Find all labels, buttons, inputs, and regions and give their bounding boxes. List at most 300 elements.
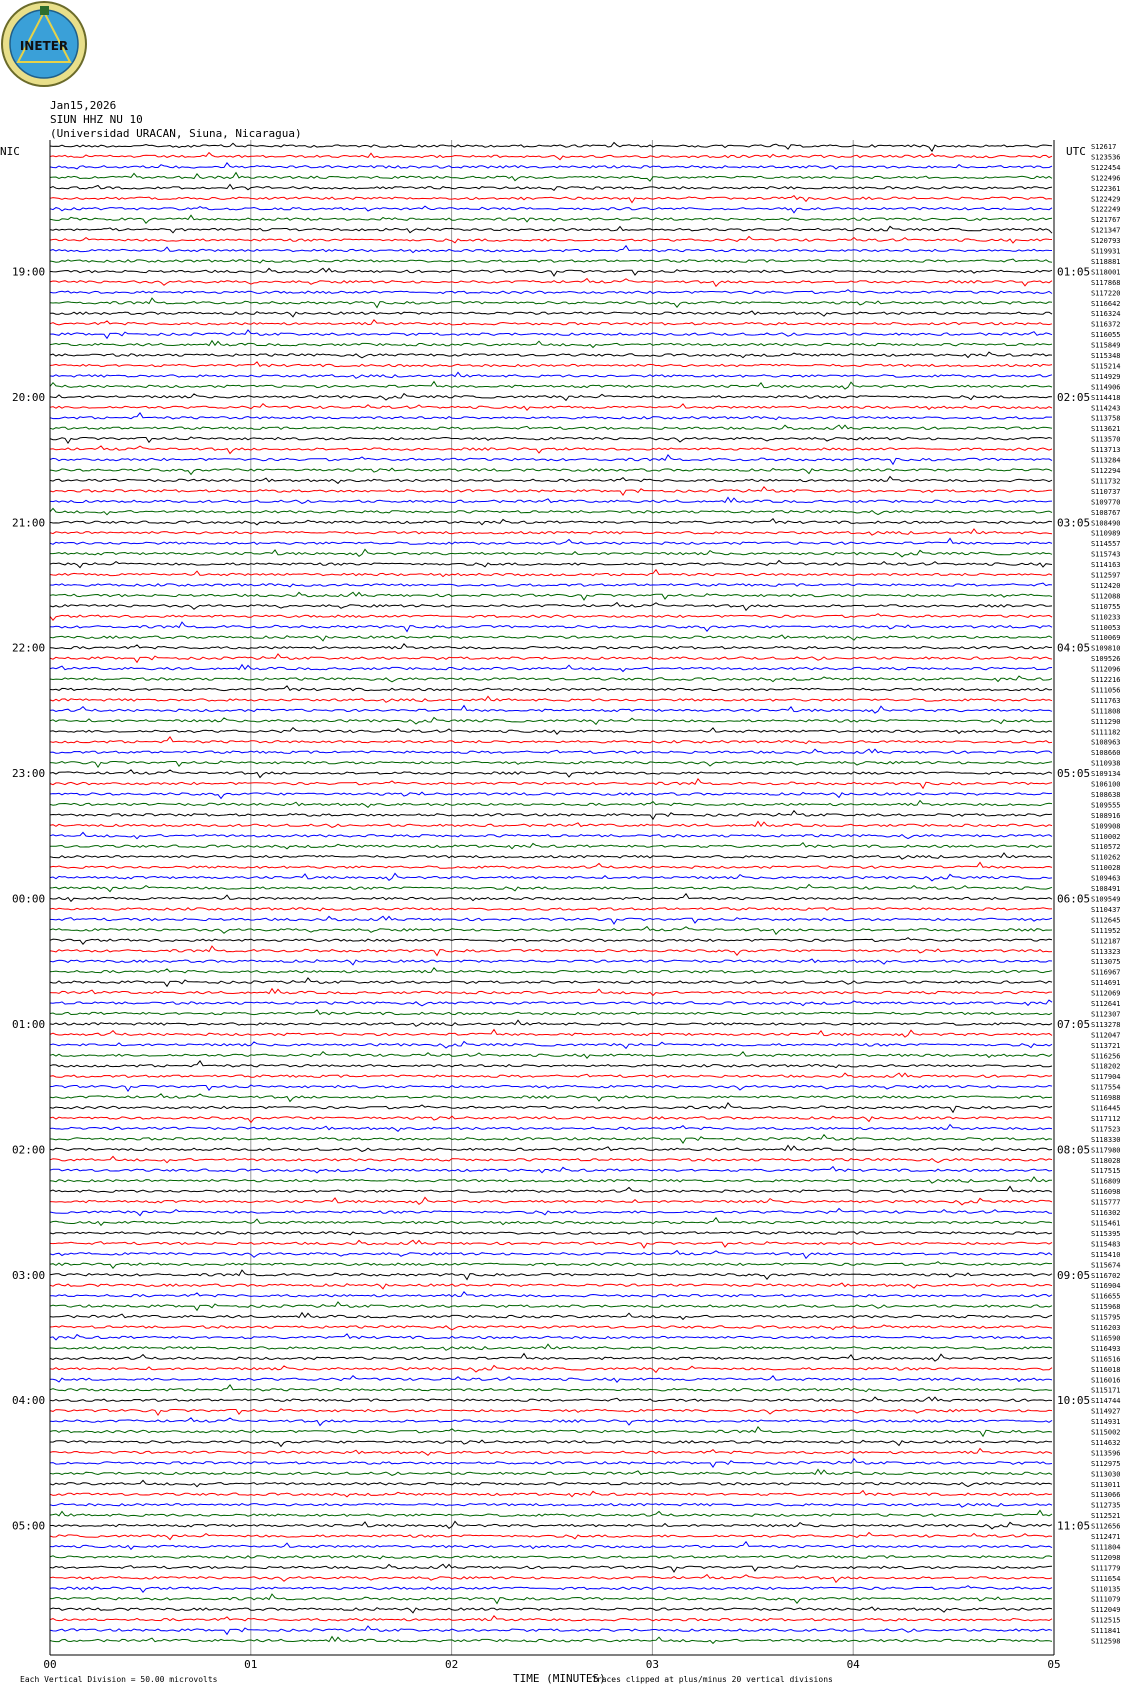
trace-137 xyxy=(50,1575,1052,1583)
trace-34 xyxy=(50,497,1052,503)
trace-value: S108916 xyxy=(1091,811,1121,820)
trace-value: S110437 xyxy=(1091,905,1121,914)
trace-138 xyxy=(50,1586,1052,1593)
trace-value: S111808 xyxy=(1091,707,1121,716)
left-hour-label: 04:00 xyxy=(12,1394,46,1408)
trace-131 xyxy=(50,1510,1052,1516)
trace-72 xyxy=(50,894,1052,902)
trace-114 xyxy=(50,1334,1052,1340)
trace-136 xyxy=(50,1564,1052,1572)
trace-43 xyxy=(50,592,1052,600)
trace-12 xyxy=(50,268,1052,276)
trace-100 xyxy=(50,1186,1052,1192)
trace-60 xyxy=(50,770,1052,778)
trace-117 xyxy=(50,1366,1052,1373)
trace-value: S113284 xyxy=(1091,456,1121,465)
trace-104 xyxy=(50,1232,1052,1235)
trace-value: S121767 xyxy=(1091,216,1121,225)
trace-64 xyxy=(50,811,1052,819)
trace-132 xyxy=(50,1521,1052,1528)
x-tick-label: 00 xyxy=(43,1658,57,1671)
right-hour-label: 06:05 xyxy=(1057,892,1091,906)
trace-value: S113621 xyxy=(1091,425,1121,434)
trace-value: S111182 xyxy=(1091,728,1121,737)
trace-41 xyxy=(50,570,1052,577)
trace-value: S110572 xyxy=(1091,843,1121,852)
trace-value: S110989 xyxy=(1091,529,1121,538)
trace-value: S116203 xyxy=(1091,1324,1121,1333)
trace-86 xyxy=(50,1042,1052,1049)
trace-value: S116016 xyxy=(1091,1376,1121,1385)
trace-32 xyxy=(50,477,1052,484)
trace-51 xyxy=(50,676,1052,682)
trace-value: S116642 xyxy=(1091,299,1121,308)
trace-19 xyxy=(50,341,1052,348)
trace-141 xyxy=(50,1616,1052,1621)
footer-scale-note: Each Vertical Division = 50.00 microvolts xyxy=(20,1675,218,1684)
trace-value: S117112 xyxy=(1091,1114,1121,1123)
left-hour-label: 00:00 xyxy=(12,892,46,906)
trace-8 xyxy=(50,226,1052,233)
trace-value: S116098 xyxy=(1091,1188,1121,1197)
logo-text: INETER xyxy=(19,39,69,53)
trace-67 xyxy=(50,843,1052,849)
left-hour-label: 21:00 xyxy=(12,516,46,530)
trace-135 xyxy=(50,1556,1052,1559)
trace-129 xyxy=(50,1491,1052,1497)
trace-value: S111952 xyxy=(1091,926,1121,935)
trace-value: S111763 xyxy=(1091,696,1121,705)
trace-value: S108638 xyxy=(1091,790,1121,799)
header-location: (Universidad URACAN, Siuna, Nicaragua) xyxy=(50,127,302,140)
trace-value: S117220 xyxy=(1091,289,1121,298)
left-hour-label: 03:00 xyxy=(12,1268,46,1282)
trace-88 xyxy=(50,1061,1052,1068)
trace-value: S115849 xyxy=(1091,341,1121,350)
trace-value: S116655 xyxy=(1091,1292,1121,1301)
minute-gridlines xyxy=(50,140,1054,1655)
trace-value: S110135 xyxy=(1091,1585,1121,1594)
trace-value: S112294 xyxy=(1091,466,1121,475)
trace-63 xyxy=(50,801,1052,808)
trace-value: S116590 xyxy=(1091,1334,1121,1343)
trace-value: S114557 xyxy=(1091,540,1121,549)
trace-value: S117868 xyxy=(1091,278,1121,287)
trace-70 xyxy=(50,873,1052,880)
trace-30 xyxy=(50,455,1052,464)
trace-value: S116445 xyxy=(1091,1104,1121,1113)
trace-value: S110028 xyxy=(1091,864,1121,873)
trace-value: S114418 xyxy=(1091,393,1121,402)
trace-value: S110053 xyxy=(1091,623,1121,632)
trace-value: S114243 xyxy=(1091,404,1121,413)
trace-59 xyxy=(50,761,1052,767)
trace-0 xyxy=(50,143,1052,152)
trace-value: S108490 xyxy=(1091,519,1121,528)
trace-143 xyxy=(50,1637,1052,1644)
trace-value: S116018 xyxy=(1091,1365,1121,1374)
trace-31 xyxy=(50,468,1052,474)
trace-61 xyxy=(50,779,1052,788)
trace-value: S111732 xyxy=(1091,477,1121,486)
right-hour-label: 11:05 xyxy=(1057,1519,1091,1533)
right-hour-label: 01:05 xyxy=(1057,265,1091,279)
trace-value: S113075 xyxy=(1091,958,1121,967)
trace-97 xyxy=(50,1156,1052,1162)
trace-value: S122454 xyxy=(1091,163,1121,172)
trace-value: S109555 xyxy=(1091,801,1121,810)
left-hour-label: 01:00 xyxy=(12,1017,46,1031)
trace-value: S112049 xyxy=(1091,1606,1121,1615)
trace-value: S106100 xyxy=(1091,780,1121,789)
trace-value: S112515 xyxy=(1091,1616,1121,1625)
trace-value: S115743 xyxy=(1091,550,1121,559)
trace-5 xyxy=(50,196,1052,203)
trace-50 xyxy=(50,665,1052,672)
trace-value: S115410 xyxy=(1091,1250,1121,1259)
trace-9 xyxy=(50,237,1052,244)
trace-130 xyxy=(50,1504,1052,1508)
trace-value: S114163 xyxy=(1091,561,1121,570)
trace-27 xyxy=(50,425,1052,429)
trace-value: S117554 xyxy=(1091,1083,1121,1092)
trace-value-labels xyxy=(1091,143,1121,1646)
trace-value: S115002 xyxy=(1091,1428,1121,1437)
trace-value: S109908 xyxy=(1091,822,1121,831)
trace-142 xyxy=(50,1626,1052,1634)
trace-26 xyxy=(50,413,1052,420)
trace-127 xyxy=(50,1469,1052,1475)
trace-57 xyxy=(50,737,1052,744)
trace-value: S117523 xyxy=(1091,1125,1121,1134)
x-tick-label: 03 xyxy=(645,1658,660,1671)
trace-value: S112088 xyxy=(1091,592,1121,601)
trace-73 xyxy=(50,908,1052,911)
trace-value: S116493 xyxy=(1091,1344,1121,1353)
left-hour-labels xyxy=(12,265,45,1532)
trace-89 xyxy=(50,1073,1052,1077)
trace-value: S112216 xyxy=(1091,676,1121,685)
trace-value: S123536 xyxy=(1091,153,1121,162)
trace-value: S112420 xyxy=(1091,581,1121,590)
trace-value: S115777 xyxy=(1091,1198,1121,1207)
trace-value: S109463 xyxy=(1091,874,1121,883)
trace-20 xyxy=(50,352,1052,358)
trace-7 xyxy=(50,215,1052,223)
trace-value: S113323 xyxy=(1091,947,1121,956)
trace-value: S116302 xyxy=(1091,1209,1121,1218)
right-hour-label: 09:05 xyxy=(1057,1268,1091,1282)
trace-value: S112597 xyxy=(1091,571,1121,580)
trace-value: S111804 xyxy=(1091,1543,1121,1552)
trace-value: S115483 xyxy=(1091,1240,1121,1249)
trace-118 xyxy=(50,1376,1052,1383)
trace-15 xyxy=(50,298,1052,307)
trace-46 xyxy=(50,622,1052,631)
trace-56 xyxy=(50,728,1052,735)
trace-53 xyxy=(50,696,1052,702)
trace-value: S113570 xyxy=(1091,435,1121,444)
trace-value: S109134 xyxy=(1091,770,1121,779)
trace-39 xyxy=(50,549,1052,556)
trace-4 xyxy=(50,185,1052,191)
trace-22 xyxy=(50,372,1052,378)
trace-87 xyxy=(50,1052,1052,1059)
trace-92 xyxy=(50,1103,1052,1112)
left-hour-label: 22:00 xyxy=(12,641,46,655)
trace-value: S112598 xyxy=(1091,1637,1121,1646)
trace-128 xyxy=(50,1480,1052,1486)
helicorder-traces xyxy=(50,143,1052,1644)
trace-value: S115461 xyxy=(1091,1219,1121,1228)
trace-value: S113066 xyxy=(1091,1491,1121,1500)
trace-95 xyxy=(50,1135,1052,1143)
trace-16 xyxy=(50,311,1052,317)
trace-113 xyxy=(50,1325,1052,1330)
trace-17 xyxy=(50,320,1052,325)
trace-value: S112656 xyxy=(1091,1522,1121,1531)
trace-value: S111290 xyxy=(1091,717,1121,726)
trace-value: S110262 xyxy=(1091,853,1121,862)
x-tick-label: 02 xyxy=(444,1658,459,1671)
trace-3 xyxy=(50,173,1052,182)
trace-value: S115674 xyxy=(1091,1261,1121,1270)
trace-110 xyxy=(50,1292,1052,1297)
trace-value: S110755 xyxy=(1091,602,1121,611)
left-hour-label: 19:00 xyxy=(12,265,46,279)
trace-120 xyxy=(50,1397,1052,1401)
trace-value: S111654 xyxy=(1091,1574,1121,1583)
trace-90 xyxy=(50,1085,1052,1091)
trace-value: S117515 xyxy=(1091,1167,1121,1176)
trace-value: S116967 xyxy=(1091,968,1121,977)
trace-71 xyxy=(50,885,1052,892)
trace-value: S112096 xyxy=(1091,665,1121,674)
trace-value: S111079 xyxy=(1091,1595,1121,1604)
trace-94 xyxy=(50,1125,1052,1132)
trace-value: S112187 xyxy=(1091,937,1121,946)
trace-55 xyxy=(50,718,1052,725)
trace-65 xyxy=(50,821,1052,827)
trace-134 xyxy=(50,1542,1052,1550)
trace-82 xyxy=(50,1000,1052,1006)
trace-23 xyxy=(50,382,1052,390)
x-axis-label: TIME (MINUTES) xyxy=(513,1672,606,1685)
trace-value: S112975 xyxy=(1091,1459,1121,1468)
trace-93 xyxy=(50,1116,1052,1122)
trace-81 xyxy=(50,989,1052,996)
trace-84 xyxy=(50,1020,1052,1026)
trace-78 xyxy=(50,959,1052,965)
x-axis-ticks xyxy=(43,1658,1060,1671)
trace-68 xyxy=(50,853,1052,859)
trace-77 xyxy=(50,946,1052,955)
trace-value: S108963 xyxy=(1091,738,1121,747)
trace-54 xyxy=(50,706,1052,714)
trace-value: S108660 xyxy=(1091,749,1121,758)
trace-value: S12617 xyxy=(1091,143,1117,151)
left-hour-label: 05:00 xyxy=(12,1519,46,1533)
trace-value: S116055 xyxy=(1091,331,1121,340)
trace-52 xyxy=(50,686,1052,691)
trace-value: S112471 xyxy=(1091,1533,1121,1542)
trace-29 xyxy=(50,446,1052,454)
trace-value: S109770 xyxy=(1091,498,1121,507)
trace-value: S115214 xyxy=(1091,362,1121,371)
trace-14 xyxy=(50,290,1052,294)
trace-value: S112645 xyxy=(1091,916,1121,925)
x-tick-label: 01 xyxy=(244,1658,258,1671)
trace-18 xyxy=(50,330,1052,338)
trace-109 xyxy=(50,1283,1052,1289)
trace-value: S111056 xyxy=(1091,686,1121,695)
trace-value: S118330 xyxy=(1091,1135,1121,1144)
trace-119 xyxy=(50,1385,1052,1392)
trace-121 xyxy=(50,1409,1052,1415)
trace-value: S117904 xyxy=(1091,1073,1121,1082)
trace-value: S118001 xyxy=(1091,268,1121,277)
trace-80 xyxy=(50,978,1052,986)
header-station: SIUN HHZ NU 10 xyxy=(50,113,143,126)
trace-value: S121347 xyxy=(1091,226,1121,235)
trace-115 xyxy=(50,1344,1052,1350)
trace-value: S115348 xyxy=(1091,352,1121,361)
trace-value: S110002 xyxy=(1091,832,1121,841)
right-hour-label: 02:05 xyxy=(1057,390,1091,404)
trace-107 xyxy=(50,1262,1052,1269)
trace-value: S116988 xyxy=(1091,1094,1121,1103)
trace-value: S111841 xyxy=(1091,1627,1121,1636)
trace-value: S116809 xyxy=(1091,1177,1121,1186)
trace-42 xyxy=(50,583,1052,587)
trace-98 xyxy=(50,1167,1052,1173)
x-tick-label: 04 xyxy=(846,1658,860,1671)
trace-83 xyxy=(50,1010,1052,1015)
trace-102 xyxy=(50,1209,1052,1216)
right-hour-label: 10:05 xyxy=(1057,1394,1091,1408)
trace-140 xyxy=(50,1607,1052,1613)
trace-75 xyxy=(50,927,1052,935)
trace-value: S112047 xyxy=(1091,1031,1121,1040)
trace-value: S114744 xyxy=(1091,1397,1121,1406)
trace-value: S113011 xyxy=(1091,1480,1121,1489)
trace-103 xyxy=(50,1218,1052,1226)
trace-value: S118202 xyxy=(1091,1062,1121,1071)
plot-frame xyxy=(50,140,1054,1655)
trace-value: S118028 xyxy=(1091,1156,1121,1165)
trace-6 xyxy=(50,206,1052,213)
trace-122 xyxy=(50,1418,1052,1426)
trace-74 xyxy=(50,916,1052,924)
header-date: Jan15,2026 xyxy=(50,99,117,112)
trace-value: S113721 xyxy=(1091,1041,1121,1050)
trace-125 xyxy=(50,1449,1052,1456)
trace-value: S115795 xyxy=(1091,1313,1121,1322)
trace-85 xyxy=(50,1030,1052,1038)
trace-value: S109526 xyxy=(1091,655,1121,664)
trace-value: S115968 xyxy=(1091,1303,1121,1312)
trace-value: S113596 xyxy=(1091,1449,1121,1458)
trace-66 xyxy=(50,832,1052,838)
trace-2 xyxy=(50,163,1052,169)
trace-value: S114927 xyxy=(1091,1407,1121,1416)
left-hour-label: 23:00 xyxy=(12,767,46,781)
trace-111 xyxy=(50,1302,1052,1310)
trace-28 xyxy=(50,437,1052,443)
right-hour-label: 07:05 xyxy=(1057,1017,1091,1031)
trace-value: S114632 xyxy=(1091,1438,1121,1447)
trace-value: S109810 xyxy=(1091,644,1121,653)
right-hour-labels xyxy=(1057,265,1090,1532)
trace-value: S114931 xyxy=(1091,1418,1121,1427)
trace-value: S116372 xyxy=(1091,320,1121,329)
trace-value: S119931 xyxy=(1091,247,1121,256)
trace-value: S113278 xyxy=(1091,1020,1121,1029)
trace-value: S116256 xyxy=(1091,1052,1121,1061)
trace-40 xyxy=(50,561,1052,568)
trace-value: S112735 xyxy=(1091,1501,1121,1510)
trace-value: S115395 xyxy=(1091,1229,1121,1238)
trace-123 xyxy=(50,1427,1052,1436)
trace-value: S122361 xyxy=(1091,184,1121,193)
trace-124 xyxy=(50,1440,1052,1446)
trace-37 xyxy=(50,529,1052,535)
trace-value: S112641 xyxy=(1091,1000,1121,1009)
trace-13 xyxy=(50,279,1052,287)
trace-69 xyxy=(50,862,1052,868)
trace-value: S113030 xyxy=(1091,1470,1121,1479)
trace-value: S112521 xyxy=(1091,1512,1121,1521)
trace-44 xyxy=(50,603,1052,611)
trace-value: S111779 xyxy=(1091,1564,1121,1573)
trace-116 xyxy=(50,1354,1052,1362)
trace-value: S114691 xyxy=(1091,979,1121,988)
left-hour-label: 20:00 xyxy=(12,390,46,404)
trace-101 xyxy=(50,1197,1052,1204)
trace-value: S114929 xyxy=(1091,372,1121,381)
left-zone-label: NIC xyxy=(0,145,20,158)
trace-36 xyxy=(50,519,1052,525)
trace-value: S110069 xyxy=(1091,634,1121,643)
x-tick-label: 05 xyxy=(1047,1658,1061,1671)
trace-1 xyxy=(50,153,1052,160)
trace-58 xyxy=(50,749,1052,753)
trace-value: S109549 xyxy=(1091,895,1121,904)
trace-value: S108767 xyxy=(1091,508,1121,517)
right-hour-label: 03:05 xyxy=(1057,516,1091,530)
trace-value: S116904 xyxy=(1091,1282,1121,1291)
trace-25 xyxy=(50,404,1052,411)
trace-35 xyxy=(50,508,1052,514)
right-hour-label: 08:05 xyxy=(1057,1143,1091,1157)
trace-value: S115171 xyxy=(1091,1386,1121,1395)
trace-108 xyxy=(50,1270,1052,1279)
trace-value: S112098 xyxy=(1091,1553,1121,1562)
right-hour-label: 04:05 xyxy=(1057,641,1091,655)
trace-value: S110938 xyxy=(1091,759,1121,768)
trace-value: S113713 xyxy=(1091,446,1121,455)
trace-21 xyxy=(50,362,1052,367)
trace-106 xyxy=(50,1251,1052,1259)
trace-value: S113758 xyxy=(1091,414,1121,423)
trace-49 xyxy=(50,654,1052,662)
trace-value: S114906 xyxy=(1091,383,1121,392)
trace-value: S118881 xyxy=(1091,257,1121,266)
trace-value: S110737 xyxy=(1091,487,1121,496)
trace-value: S117980 xyxy=(1091,1146,1121,1155)
trace-33 xyxy=(50,487,1052,495)
trace-value: S108491 xyxy=(1091,885,1121,894)
